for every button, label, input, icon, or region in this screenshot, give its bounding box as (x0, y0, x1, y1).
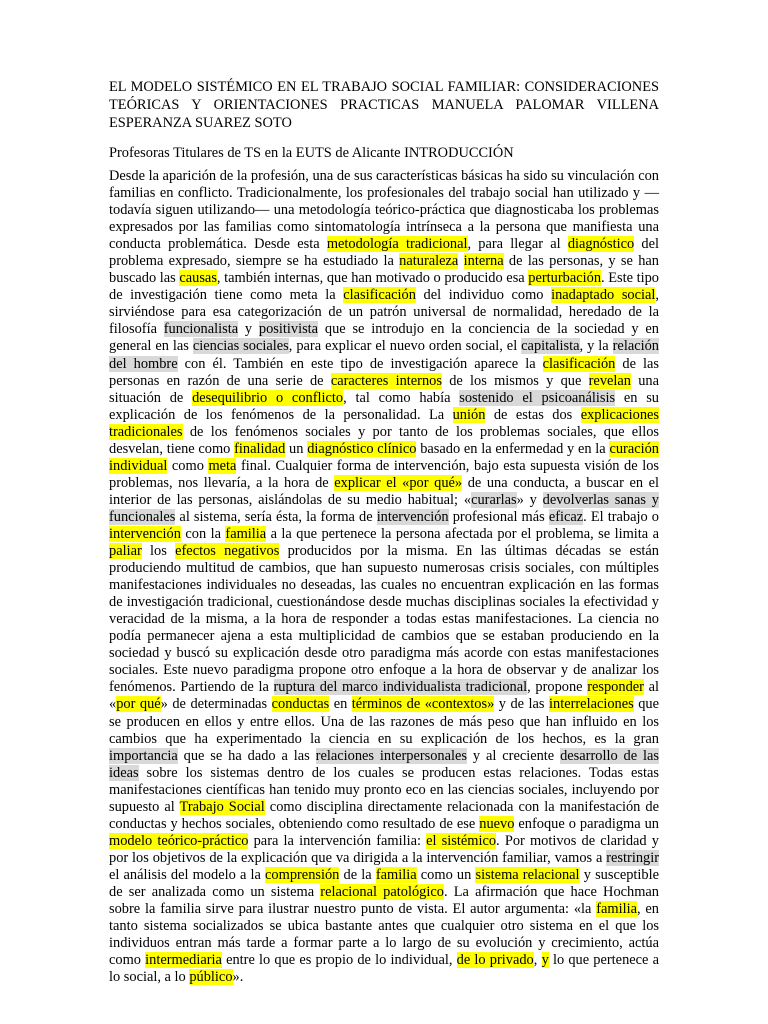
highlight-yellow: público (189, 969, 233, 986)
text-run: y al creciente (467, 747, 561, 764)
highlight-yellow: y (541, 952, 549, 969)
text-run: de una conducta, a buscar en el interior de las personas, aislándolas de su medio habitual; « (109, 474, 659, 508)
highlight-yellow: comprensión (265, 866, 340, 883)
highlight-yellow: relacional patológico (320, 883, 444, 900)
document-title: EL MODELO SISTÉMICO EN EL TRABAJO SOCIAL FAMILIAR: CONSIDERACIONES TEÓRICAS Y ORIENTACIONES PRACTICAS MANUELA PALOMAR VILLENA ESPERANZA SUAREZ SOTO (109, 79, 659, 131)
text-run (458, 253, 463, 269)
highlight-gray: desarrollo de las ideas (109, 747, 659, 781)
text-run: , propone (527, 679, 588, 696)
highlight-yellow: familia (375, 866, 417, 883)
text-run: como (167, 457, 209, 474)
text-run: final. Cualquier forma de intervención, bajo esta supuesta visión de los problemas, nos llevaría, a la hora de (109, 457, 659, 491)
highlight-yellow: unión (452, 406, 486, 423)
highlight-yellow: meta (208, 457, 237, 474)
text-run: , sirviéndose para esa categorización de un patrón universal de normalidad, heredado de la filosofía (109, 287, 659, 338)
text-run: , en tanto sistema socializados se ubica bastante antes que cualquier otro sistema en el que los individuos entran más tarde a formar parte a lo largo de su evolución y crecimiento, actúa como (109, 901, 660, 969)
text-run: . Por motivos de claridad y por los objetivos de la explicación que va dirigida a la intervención familiar, vamos a (109, 832, 659, 866)
text-run: como disciplina directamente relacionada con la manifestación de conductas y hechos sociales, obteniendo como resultado de ese (109, 798, 659, 832)
highlight-yellow: el sistémico (426, 832, 497, 849)
highlight-yellow: términos de «contextos» (351, 696, 495, 713)
text-run: basado en la enfermedad y en la (416, 440, 610, 457)
highlight-gray: curarlas (471, 491, 517, 508)
highlight-yellow: interrelaciones (549, 696, 634, 713)
text-run: Desde la aparición de la profesión, una de sus características básicas ha sido su vinculación con familias en conflicto. Tradicionalmente, los profesionales del trabajo social han utilizado y — todavía siguen utilizando— una metodología teórico-práctica que diagnosticaba los problemas expresados por las familias como sintomatología intrínseca a la persona que manifiesta una conducta problemática. Desde esta (109, 168, 659, 253)
highlight-gray: relaciones interpersonales (315, 747, 468, 764)
highlight-yellow: por qué (116, 696, 161, 713)
text-run: los (141, 543, 176, 560)
text-run: , y la (579, 338, 613, 355)
text-run: y de las (494, 696, 550, 713)
text-run: sobre los sistemas dentro de los cuales se producen estas relaciones. Todas estas manifestaciones científicas han tenido muy pronto eco en las ciencias sociales, incluyendo por supuesto al (109, 764, 659, 815)
highlight-yellow: efectos negativos (175, 543, 280, 560)
highlight-gray: funcionalista (163, 321, 239, 338)
highlight-yellow: curación individual (109, 440, 659, 474)
highlight-yellow: inadaptado social (551, 287, 656, 304)
text-run: . La afirmación que hace Hochman sobre la familia sirve para ilustrar nuestro punto de vista. El autor argumenta: «la (109, 883, 659, 918)
text-run: lo que pertenece a lo social, a lo (109, 952, 660, 986)
text-run: y susceptible de ser analizada como un sistema (109, 866, 660, 900)
highlight-yellow: de lo privado (456, 952, 534, 969)
highlight-yellow: familia (596, 901, 637, 918)
highlight-gray: relación del hombre (109, 338, 659, 372)
highlight-yellow: naturaleza (399, 253, 459, 270)
text-run: ». (232, 969, 244, 986)
highlight-yellow: nuevo (479, 815, 515, 832)
text-run: al sistema, sería ésta, la forma de (175, 508, 377, 525)
highlight-gray: sostenido el psicoanálisis (459, 389, 616, 406)
text-run: con él. También en este tipo de investigación aparece la (177, 355, 543, 372)
text-run: con la (180, 525, 226, 542)
highlight-yellow: conductas (271, 696, 330, 713)
text-run: del individuo como (415, 287, 552, 304)
text-run: un (285, 440, 308, 457)
highlight-yellow: desequilibrio o conflicto (192, 389, 344, 406)
highlight-yellow: familia (225, 525, 267, 542)
text-run: de estas dos (485, 406, 581, 423)
highlight-yellow: intermediaria (145, 952, 222, 969)
text-run: de los fenómenos sociales y por tanto de los problemas sociales, que ellos desvelan, tiene como (109, 423, 659, 457)
highlight-yellow: interna (463, 253, 504, 270)
highlight-gray: restringir (606, 849, 659, 866)
highlight-yellow: metodología tradicional (326, 236, 468, 253)
text-run: enfoque o paradigma un (514, 815, 659, 832)
text-run: en (329, 696, 352, 713)
highlight-yellow: modelo teórico-práctico (109, 832, 249, 849)
highlight-yellow: finalidad (234, 440, 286, 457)
highlight-yellow: responder (587, 679, 644, 696)
text-run: el análisis del modelo a la (109, 866, 266, 883)
text-run: de las personas, y se han buscado las (109, 253, 659, 287)
highlight-yellow: caracteres internos (330, 372, 442, 389)
highlight-gray: devolverlas sanas y funcionales (109, 491, 659, 525)
text-run: de la (339, 866, 376, 883)
text-run: , para explicar el nuevo orden social, el (288, 338, 522, 355)
text-run: y (238, 321, 259, 338)
text-run: producidos por la misma. En las últimas décadas se están produciendo multitud de cambios, que han supuesto numerosas crisis sociales, con múltiples manifestaciones individuales no deseadas, las cuales no encuentran explicación en las formas de investigación tradicional, cuestionándose desde muchas disciplinas sociales la efectividad y veracidad de la misma, a la hora de responder a todas estas manifestaciones. La ciencia no podía permanecer ajena a esta multiplicidad de cambios que se estaban produciendo en la sociedad y buscó su explicación desde otro paradigma más acorde con estas manifestaciones sociales. Este nuevo paradigma propone otro enfoque a la hora de observar y de analizar los fenómenos. Partiendo de la (109, 543, 660, 696)
body-paragraph (109, 168, 659, 986)
text-run: a la que pertenece la persona afectada por el problema, se limita a (266, 525, 659, 542)
text-run: entre lo que es propio de lo individual, (221, 952, 457, 969)
text-run: para la intervención familia: (248, 832, 427, 849)
highlight-yellow: revelan (588, 372, 631, 389)
text-run: , (533, 952, 542, 969)
text-run: » y (516, 491, 543, 508)
text-run: en su explicación de los fenómenos de la personalidad. La (109, 389, 659, 423)
highlight-gray: importancia (109, 747, 178, 764)
highlight-gray: ruptura del marco individualista tradicional (273, 679, 528, 696)
highlight-gray: positivista (258, 321, 319, 338)
highlight-yellow: clasificación (542, 355, 616, 372)
highlight-yellow: diagnóstico (567, 236, 635, 253)
highlight-yellow: explicaciones tradicionales (109, 406, 659, 440)
highlight-yellow: diagnóstico clínico (307, 440, 417, 457)
text-run: , también internas, que han motivado o producido esa (216, 270, 529, 287)
highlight-gray: capitalista (521, 338, 580, 355)
text-run: , tal como había (343, 389, 460, 406)
text-run: una situación de (109, 372, 660, 406)
text-run: de las personas en razón de una serie de (109, 355, 660, 389)
text-run: que se introdujo en la conciencia de la sociedad y en general en las (109, 321, 659, 355)
highlight-yellow: perturbación (528, 270, 602, 287)
text-run: » de determinadas (160, 696, 272, 713)
highlight-gray: eficaz (548, 508, 584, 525)
text-run: de los mismos y que (441, 372, 589, 389)
highlight-yellow: paliar (109, 543, 142, 560)
text-run: como un (416, 866, 476, 883)
highlight-yellow: Trabajo Social (179, 798, 265, 815)
document-subtitle: Profesoras Titulares de TS en la EUTS de Alicante INTRODUCCIÓN (109, 145, 514, 161)
highlight-yellow: explicar el «por qué» (334, 474, 463, 491)
text-run: . El trabajo o (583, 508, 659, 525)
text-run: profesional más (448, 508, 549, 525)
highlight-yellow: causas (179, 270, 217, 287)
text-run: que se producen en ellos y entre ellos. Una de las razones de más peso que han influido en los cambios que ha experimentado la ciencia en su explicación de los hechos, es la gran (109, 696, 659, 747)
text-run: al « (109, 679, 659, 713)
highlight-gray: intervención (376, 508, 449, 525)
highlight-yellow: intervención (109, 525, 181, 542)
text-run: del problema expresado, siempre se ha estudiado la (109, 236, 659, 270)
text-run: , para llegar al (467, 236, 568, 253)
highlight-gray: ciencias sociales (192, 338, 289, 355)
highlight-yellow: clasificación (343, 287, 416, 304)
text-run: . Este tipo de investigación tiene como meta la (109, 270, 659, 304)
highlight-yellow: sistema relacional (475, 866, 580, 883)
text-run: que se ha dado a las (177, 747, 316, 764)
